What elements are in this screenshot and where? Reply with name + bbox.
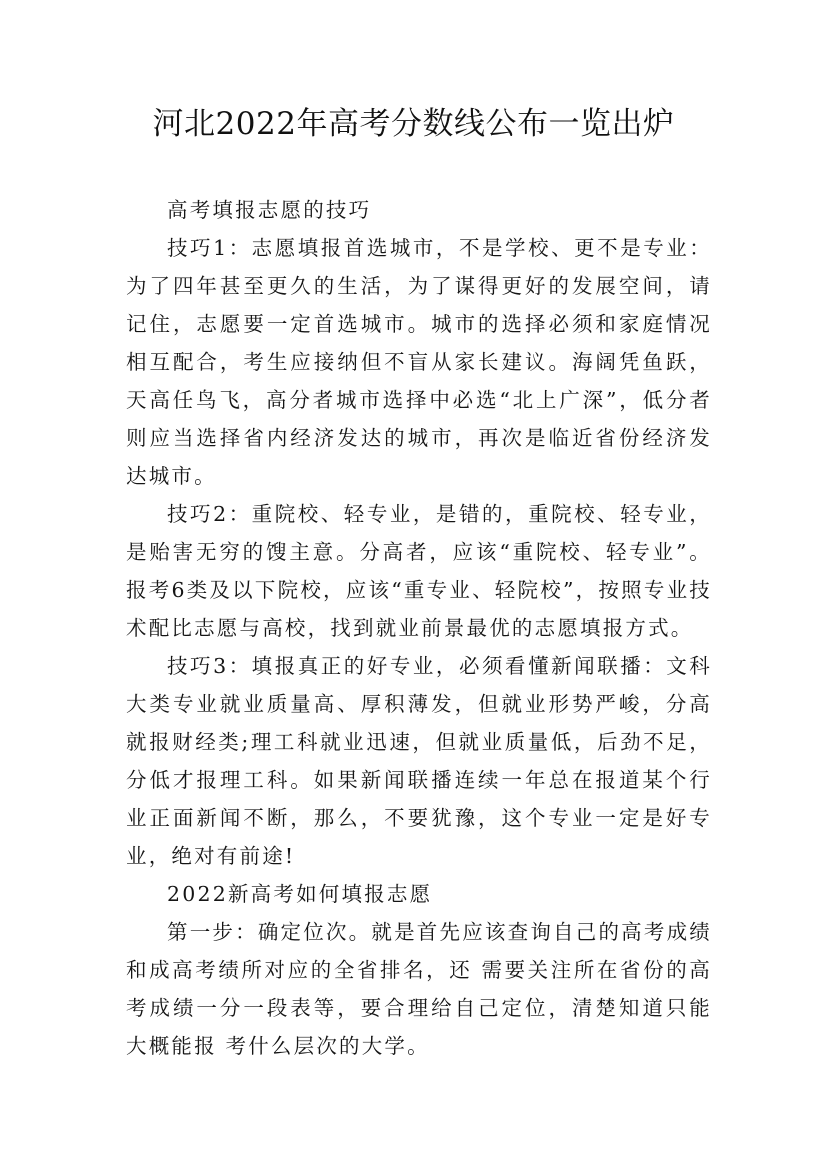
section-heading-how-to: 2022新高考如何填报志愿 bbox=[167, 882, 433, 906]
paragraph-tip-3: 技巧3：填报真正的好专业，必须看懂新闻联播：文科大类专业就业质量高、厚积薄发，但就业形势严峻，分高就报财经类;理工科就业迅速，但就业质量低，后劲不足，分低才报理工科。如果新闻联播连续一年总在报道某个行业正面新闻不断，那么，不要犹豫，这个专业一定是好专业，绝对有前途! bbox=[126, 654, 712, 868]
section-heading-tips: 高考填报志愿的技巧 bbox=[167, 198, 372, 222]
document-body bbox=[126, 191, 712, 1065]
paragraph-tip-1: 技巧1：志愿填报首选城市，不是学校、更不是专业：为了四年甚至更久的生活，为了谋得更好的发展空间，请记住，志愿要一定首选城市。城市的选择必须和家庭情况相互配合，考生应接纳但不盲从家长建议。海阔凭鱼跃，天高任鸟飞，高分者城市选择中必选“北上广深”，低分者则应当选择省内经济发达的城市，再次是临近省份经济发达城市。 bbox=[126, 236, 712, 488]
paragraph-tip-2: 技巧2：重院校、轻专业，是错的，重院校、轻专业，是贻害无穷的馊主意。分高者，应该“重院校、轻专业”。报考6类及以下院校，应该“重专业、轻院校”，按照专业技术配比志愿与高校，找到就业前景最优的志愿填报方式。 bbox=[126, 502, 712, 640]
document-title: 河北2022年高考分数线公布一览出炉 bbox=[152, 106, 675, 142]
paragraph-step-1: 第一步：确定位次。就是首先应该查询自己的高考成绩和成高考绩所对应的全省排名，还 需要关注所在省份的高考成绩一分一段表等，要合理给自己定位，清楚知道只能大概能报 考什么层次的大学。 bbox=[126, 920, 712, 1058]
